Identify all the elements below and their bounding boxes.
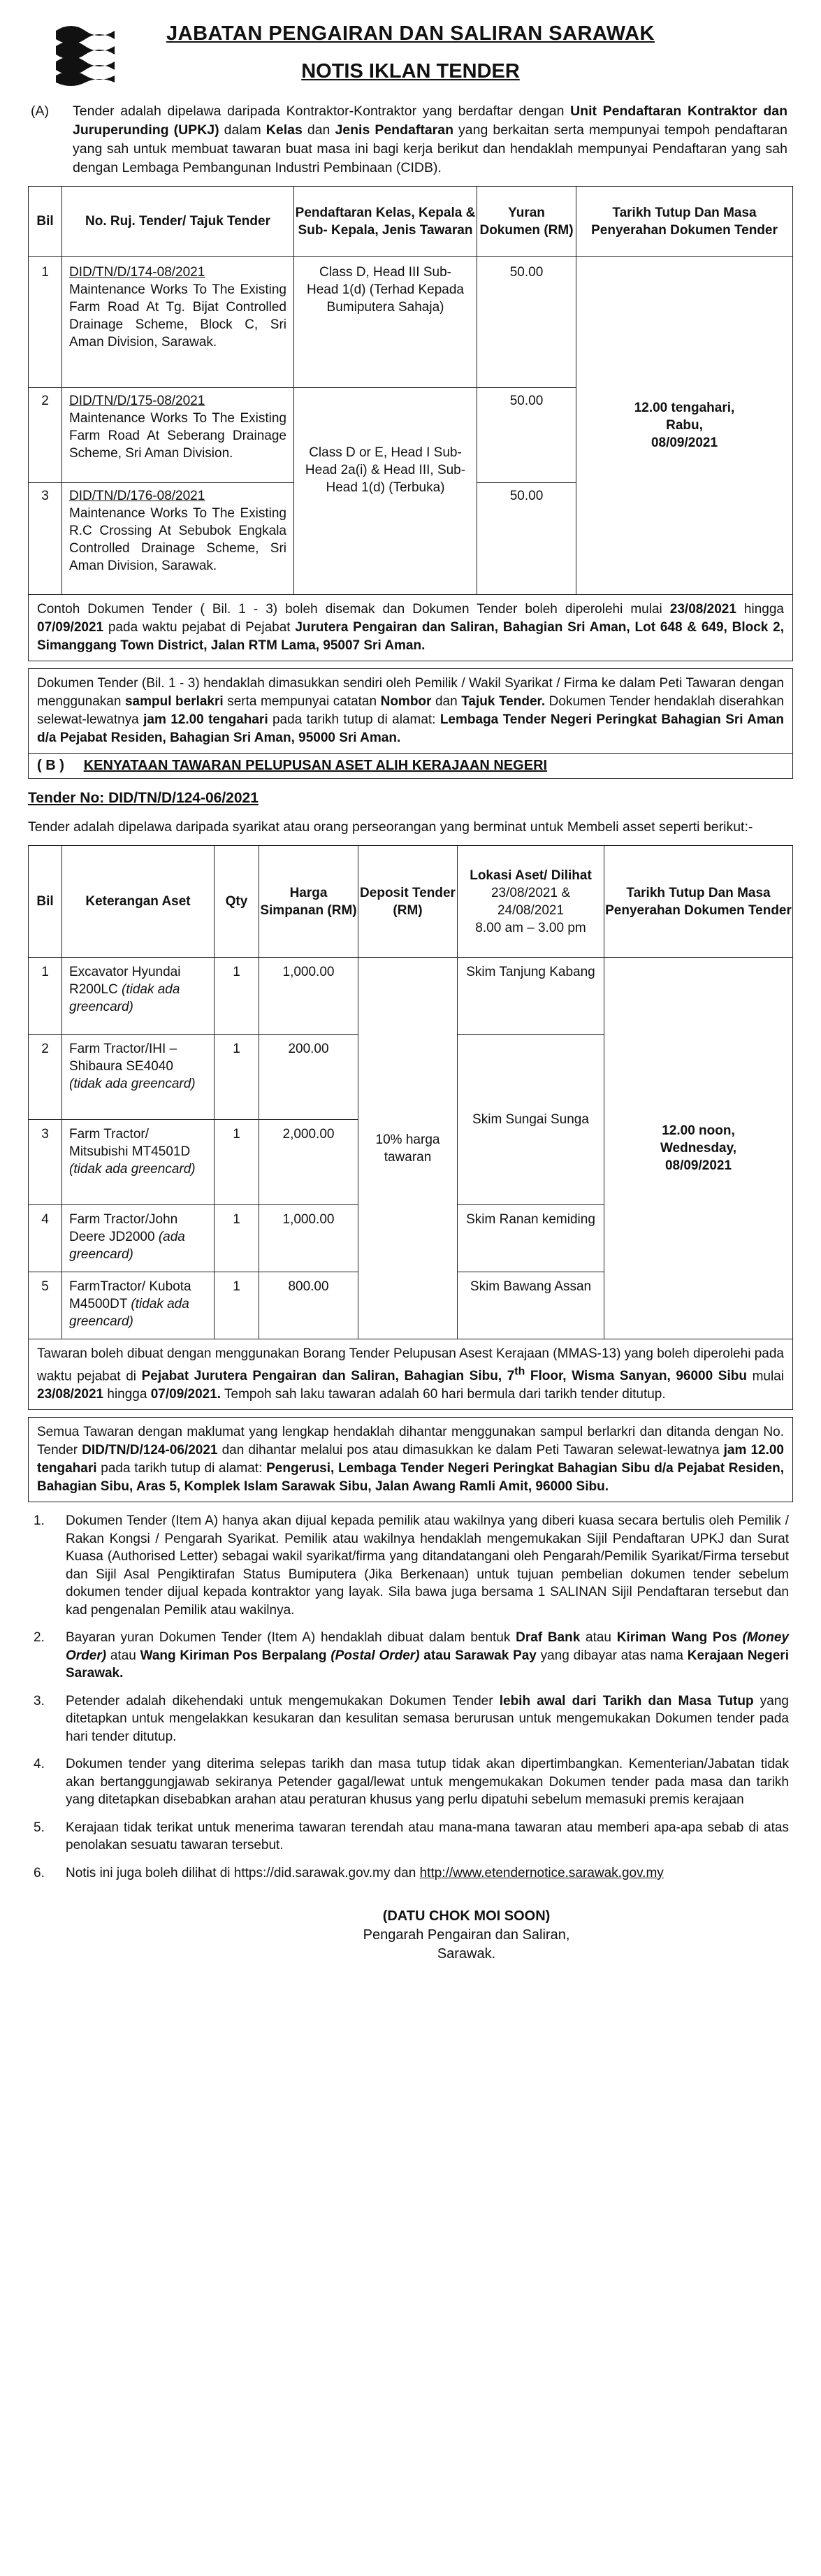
qty-cell: 1 — [215, 1035, 259, 1120]
closing-day: Rabu, — [666, 418, 703, 433]
th-closing: Tarikh Tutup Dan Masa Penyerahan Dokumen Tender — [576, 187, 793, 257]
price-cell: 2,000.00 — [259, 1120, 358, 1205]
section-b-tender-no: Tender No: DID/TN/D/124-06/2021 — [28, 790, 259, 806]
notes-list — [28, 1512, 793, 1882]
asset-note: (tidak ada greencard) — [69, 1297, 189, 1329]
closing-date: 08/09/2021 — [651, 436, 718, 450]
row-bil: 5 — [29, 1272, 62, 1339]
qty-cell: 1 — [215, 958, 259, 1035]
location-cell: Skim Ranan kemiding — [458, 1205, 604, 1272]
list-item — [28, 1512, 793, 1619]
notice-page — [28, 10, 793, 1964]
qty-cell: 1 — [215, 1120, 259, 1205]
asset-name: Farm Tractor/John Deere JD2000 — [69, 1212, 178, 1244]
row-ref-cell — [62, 483, 294, 595]
note-text: Notis ini juga boleh dilihat di https://did.sarawak.gov.my dan http://www.etendernotice.sarawak.gov.my — [66, 1865, 664, 1880]
th-class: Pendaftaran Kelas, Kepala & Sub- Kepala, Jenis Tawaran — [294, 187, 477, 257]
location-cell: Skim Bawang Assan — [458, 1272, 604, 1339]
row-bil: 1 — [29, 257, 62, 388]
th-deposit: Deposit Tender (RM) — [358, 846, 458, 958]
tender-ref: DID/TN/D/175-08/2021 — [69, 394, 205, 408]
asset-note: (tidak ada greencard) — [69, 1162, 196, 1177]
asset-name: Farm Tractor/IHI – Shibaura SE4040 — [69, 1042, 177, 1074]
closing-cell — [576, 257, 793, 595]
th-location-time: 8.00 am – 3.00 pm — [475, 920, 586, 935]
class-cell: Class D or E, Head I Sub-Head 2a(i) & Head III, Sub-Head 1(d) (Terbuka) — [294, 388, 477, 595]
th-location-dates: 23/08/2021 & 24/08/2021 — [491, 885, 571, 918]
tender-ref: DID/TN/D/176-08/2021 — [69, 489, 205, 503]
section-b-intro: Tender adalah dipelawa daripada syarikat atau orang perseorangan yang berminat untuk Membeli asset seperti berikut:- — [28, 819, 753, 835]
note-number: 3. — [34, 1693, 45, 1708]
asset-name: FarmTractor/ Kubota M4500DT — [69, 1279, 191, 1311]
asset-note: (tidak ada greencard) — [69, 982, 180, 1014]
row-bil: 1 — [29, 958, 62, 1035]
row-ref-cell — [62, 388, 294, 483]
list-item — [28, 1755, 793, 1809]
row-bil: 2 — [29, 1035, 62, 1120]
note-text: Kerajaan tidak terikat untuk menerima tawaran terendah atau mana-mana tawaran atau memberi apa-apa sebab di atas penolakan sesuatu tawaran tersebut. — [66, 1820, 789, 1853]
closing-day: Wednesday, — [660, 1141, 737, 1156]
th-bil: Bil — [29, 187, 62, 257]
section-a-intro — [28, 102, 793, 178]
location-cell: Skim Tanjung Kabang — [458, 958, 604, 1035]
signatory-place: Sarawak. — [437, 1946, 496, 1962]
tender-title: Maintenance Works To The Existing R.C Crossing At Sebubok Engkala Controlled Drainage Scheme, Sri Aman Division, Sarawak. — [69, 506, 286, 573]
th-qty: Qty — [215, 846, 259, 958]
tender-table-b — [28, 845, 793, 1339]
section-b-document-info: Tawaran boleh dibuat dengan menggunakan Borang Tender Pelupusan Asest Kerajaan (MMAS-13) yang boleh diperolehi pada waktu pejabat di Pejabat Jurutera Pengairan dan Saliran, Bahagian Sibu, 7th Floor, Wisma Sanyan, 96000 Sibu mulai 23/08/2021 hingga 07/09/2021. Tempoh sah laku tawaran adalah 60 hari bermula dari tarikh tender ditutup. — [28, 1339, 793, 1410]
asset-cell — [62, 1272, 215, 1339]
header — [28, 10, 793, 92]
th-ref: No. Ruj. Tender/ Tajuk Tender — [62, 187, 294, 257]
class-cell: Class D, Head III Sub-Head 1(d) (Terhad Kepada Bumiputera Sahaja) — [294, 257, 477, 388]
row-bil: 4 — [29, 1205, 62, 1272]
th-fee: Yuran Dokumen (RM) — [477, 187, 576, 257]
list-item — [28, 1864, 793, 1883]
location-cell: Skim Sungai Sunga — [458, 1035, 604, 1205]
closing-time: 12.00 tengahari, — [634, 401, 735, 415]
section-b-heading — [28, 754, 793, 779]
notice-title: NOTIS IKLAN TENDER — [301, 60, 520, 82]
tender-ref: DID/TN/D/174-08/2021 — [69, 265, 205, 280]
fee-cell: 50.00 — [477, 483, 576, 595]
th-location — [458, 846, 604, 958]
fee-cell: 50.00 — [477, 257, 576, 388]
row-bil: 3 — [29, 483, 62, 595]
asset-name: Farm Tractor/ Mitsubishi MT4501D — [69, 1127, 191, 1159]
note-text: Dokumen Tender (Item A) hanya akan dijual kepada pemilik atau wakilnya yang diberi kuasa secara bertulis oleh Pemilik / Rakan Kongsi / Pengarah Syarikat. Pemilik atau wakilnya hendaklah mengemukakan Sijil Pendaftaran UPKJ dan Surat Kuasa (Authorised Letter) sebagai wakil syarikat/firma yang ditandatangani oleh Pengarah/Pemilik Syarikat/Firma tersebut dan Sijil Asal Pengiktirafan Status Bumiputera (Jika Berkenaan) untuk tujuan pembelian dokumen tender sebelum dokumen tender dijual kepada kontraktor yang layak. Sila bawa juga bersama 1 SALINAN Sijil Pendaftaran tersebut dan kad pengenalan Pemilik atau wakilnya. — [66, 1513, 789, 1618]
note-text: Bayaran yuran Dokumen Tender (Item A) hendaklah dibuat dalam bentuk Draf Bank atau Kiriman Wang Pos (Money Order) atau Wang Kiriman Pos Berpalang (Postal Order) atau Sarawak Pay yang dibayar atas nama Kerajaan Negeri Sarawak. — [66, 1630, 789, 1681]
note-number: 1. — [34, 1513, 45, 1529]
section-b-submission-info: Semua Tawaran dengan maklumat yang lengkap hendaklah dihantar menggunakan sampul berlarkri dan ditanda dengan No. Tender DID/TN/D/124-06/2021 dan dihantar melalui pos atau dimasukkan ke dalam Peti Tawaran selewat-lewatnya jam 12.00 tengahari pada tarikh tutup di alamat: Pengerusi, Lembaga Tender Negeri Peringkat Bahagian Sibu d/a Pejabat Residen, Bahagian Sibu, Aras 5, Komplek Islam Sarawak Sibu, Jalan Awang Ramli Amit, 96000 Sibu. — [28, 1417, 793, 1502]
note-text: Dokumen tender yang diterima selepas tarikh dan masa tutup tidak akan dipertimbangkan. Kementerian/Jabatan tidak akan bertanggungjawab sekiranya Petender gagal/lewat untuk mengemukakan Dokumen tender pada masa dan tarikh yang ditetapkan disebabkan arahan atau peraturan khusus yang perlu dipatuhi sebelum memasuki premis kerajaan — [66, 1757, 789, 1808]
price-cell: 200.00 — [259, 1035, 358, 1120]
closing-time: 12.00 noon, — [662, 1123, 735, 1138]
department-title: JABATAN PENGAIRAN DAN SALIRAN SARAWAK — [166, 22, 655, 45]
section-a-intro-text: Tender adalah dipelawa daripada Kontraktor-Kontraktor yang berdaftar dengan Unit Pendaftaran Kontraktor dan Juruperunding (UPKJ) dalam Kelas dan Jenis Pendaftaran yang berkaitan serta mempunyai tempoh pendaftaran yang sah untuk membuat tawaran buat masa ini bagi kerja berikut dan hendaklah mempunyai Pendaftaran yang sah dengan Lembaga Pembangunan Industri Pembinaan (CIDB). — [73, 103, 787, 175]
section-b-title: KENYATAAN TAWARAN PELUPUSAN ASET ALIH KERAJAAN NEGERI — [83, 758, 548, 773]
price-cell: 800.00 — [259, 1272, 358, 1339]
list-item — [28, 1819, 793, 1855]
note-text: Petender adalah dikehendaki untuk mengemukakan Dokumen Tender lebih awal dari Tarikh dan Masa Tutup yang ditetapkan untuk mengelakkan kesukaran dan kesulitan semasa berurusan untuk mengemukakan Dokumen tender pada hari tender ditutup. — [66, 1693, 789, 1744]
asset-cell — [62, 1120, 215, 1205]
section-a-document-info: Contoh Dokumen Tender ( Bil. 1 - 3) boleh disemak dan Dokumen Tender boleh diperolehi mulai 23/08/2021 hingga 07/09/2021 pada waktu pejabat di Pejabat Jurutera Pengairan dan Saliran, Bahagian Sri Aman, Lot 648 & 649, Block 2, Simanggang Town District, Jalan RTM Lama, 95007 Sri Aman. — [28, 595, 793, 661]
signature-block — [28, 1907, 793, 1964]
deposit-cell: 10% harga tawaran — [358, 958, 458, 1339]
table-row — [29, 257, 793, 388]
tender-title: Maintenance Works To The Existing Farm Road At Tg. Bijat Controlled Drainage Scheme, Block C, Sri Aman Division, Sarawak. — [69, 282, 286, 350]
tender-title: Maintenance Works To The Existing Farm Road At Seberang Drainage Scheme, Sri Aman Division. — [69, 411, 286, 461]
asset-cell — [62, 958, 215, 1035]
th-closing: Tarikh Tutup Dan Masa Penyerahan Dokumen Tender — [604, 846, 793, 958]
list-item — [28, 1629, 793, 1683]
price-cell: 1,000.00 — [259, 1205, 358, 1272]
fee-cell: 50.00 — [477, 388, 576, 483]
asset-note: (ada greencard) — [69, 1230, 185, 1262]
qty-cell: 1 — [215, 1272, 259, 1339]
row-bil: 2 — [29, 388, 62, 483]
asset-name: Excavator Hyundai R200LC — [69, 965, 181, 997]
row-ref-cell — [62, 257, 294, 388]
th-asset: Keterangan Aset — [62, 846, 215, 958]
note-number: 4. — [34, 1757, 45, 1772]
section-b-label: ( B ) — [37, 758, 64, 773]
section-a-submission-info: Dokumen Tender (Bil. 1 - 3) hendaklah dimasukkan sendiri oleh Pemilik / Wakil Syarikat / Firma ke dalam Peti Tawaran dengan menggunakan sampul berlakri serta mempunyai catatan Nombor dan Tajuk Tender. Dokumen Tender hendaklah diserahkan selewat-lewatnya jam 12.00 tengahari pada tarikh tutup di alamat: Lembaga Tender Negeri Peringkat Bahagian Sri Aman d/a Pejabat Residen, Bahagian Sri Aman, 95000 Sri Aman. — [28, 668, 793, 754]
asset-cell — [62, 1205, 215, 1272]
note-number: 2. — [34, 1630, 45, 1646]
signatory-name: (DATU CHOK MOI SOON) — [382, 1908, 551, 1924]
th-bil: Bil — [29, 846, 62, 958]
qty-cell: 1 — [215, 1205, 259, 1272]
closing-cell — [604, 958, 793, 1339]
tender-table-a — [28, 186, 793, 595]
closing-date: 08/09/2021 — [664, 1158, 732, 1173]
asset-note: (tidak ada greencard) — [69, 1077, 196, 1091]
section-a-label: (A) — [31, 103, 49, 119]
th-price: Harga Simpanan (RM) — [259, 846, 358, 958]
asset-cell — [62, 1035, 215, 1120]
row-bil: 3 — [29, 1120, 62, 1205]
price-cell: 1,000.00 — [259, 958, 358, 1035]
list-item — [28, 1692, 793, 1746]
th-location-label: Lokasi Aset/ Dilihat — [470, 868, 592, 883]
note-number: 6. — [34, 1865, 45, 1880]
etender-link[interactable]: http://www.etendernotice.sarawak.gov.my — [419, 1865, 664, 1880]
signatory-title: Pengarah Pengairan dan Saliran, — [363, 1927, 570, 1943]
note-number: 5. — [34, 1820, 45, 1835]
table-row — [29, 958, 793, 1035]
